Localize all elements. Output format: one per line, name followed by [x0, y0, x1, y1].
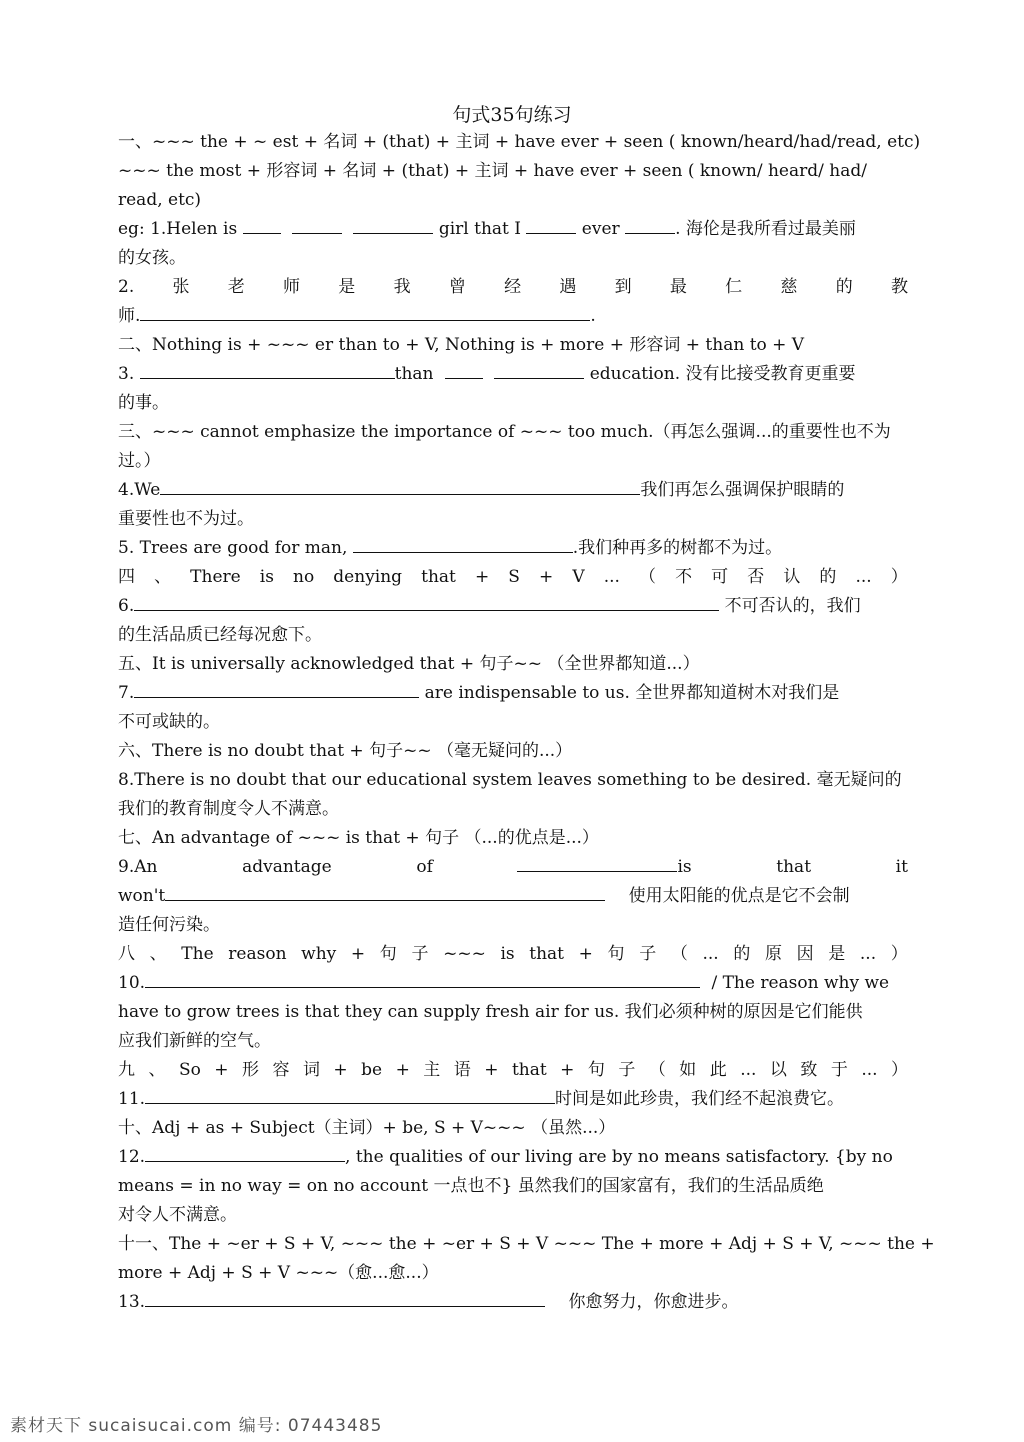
section-11-pattern-cont: more + Adj + S + V ~~~（愈...愈...）: [118, 1263, 439, 1283]
word: 于: [830, 1060, 848, 1080]
answer-blank[interactable]: [526, 216, 576, 234]
text: than: [394, 364, 434, 384]
exercise-12-cont2: 对令人不满意。: [118, 1205, 237, 1225]
section-4-pattern: [118, 563, 908, 592]
text: . 海伦是我所看过最美丽: [675, 219, 856, 239]
text: 你愈努力，你愈进步。: [568, 1292, 739, 1312]
word: it: [895, 857, 908, 877]
word: that: [511, 1060, 547, 1080]
word: 、: [148, 1060, 166, 1080]
word: 此: [709, 1060, 727, 1080]
document-body: [118, 128, 935, 1317]
word: 因: [796, 944, 814, 964]
exercise-7: [118, 679, 908, 708]
word: 原: [764, 944, 782, 964]
word: 可: [711, 567, 729, 587]
text: 12.: [118, 1147, 146, 1167]
word: +: [395, 1060, 410, 1080]
word: ...: [855, 567, 872, 587]
text: 7.: [118, 683, 135, 703]
text: 师.: [118, 306, 141, 326]
word: 曾: [448, 277, 466, 297]
section-3-pattern: 三、~~~ cannot emphasize the importance of ~~~ too much.（再怎么强调...的重要性也不为: [118, 422, 891, 442]
word: 九: [118, 1060, 135, 1080]
word: that: [776, 857, 812, 877]
section-5-pattern: 五、It is universally acknowledged that + 句子~~ （全世界都知道...）: [118, 654, 700, 674]
word: no: [293, 567, 315, 587]
word: 如: [679, 1060, 697, 1080]
word: 经: [504, 277, 522, 297]
word: There: [190, 567, 241, 587]
word: ~~~: [443, 944, 486, 964]
exercise-2-cont: [118, 302, 908, 331]
word: 形: [242, 1060, 260, 1080]
watermark-footer: [0, 1406, 1024, 1442]
answer-blank[interactable]: [140, 361, 395, 379]
word: （: [639, 567, 657, 587]
text: girl that I: [438, 219, 521, 239]
word: +: [578, 944, 593, 964]
answer-blank[interactable]: [145, 1289, 545, 1307]
word: 八: [118, 944, 135, 964]
text: ever: [581, 219, 620, 239]
answer-blank[interactable]: [292, 216, 342, 234]
word: +: [484, 1060, 499, 1080]
word: 的: [819, 567, 837, 587]
word: 句: [379, 944, 397, 964]
answer-blank[interactable]: [145, 970, 700, 988]
word: +: [350, 944, 366, 964]
word: that: [529, 944, 565, 964]
word: 句: [607, 944, 625, 964]
word: is: [500, 944, 515, 964]
word: 子: [411, 944, 429, 964]
word: 不: [675, 567, 693, 587]
exercise-10-cont2: 应我们新鲜的空气。: [118, 1031, 271, 1051]
word: ...: [859, 944, 877, 964]
answer-blank[interactable]: [134, 593, 719, 611]
word: V: [572, 567, 585, 587]
word: 子: [639, 944, 657, 964]
text: are indispensable to us. 全世界都知道树木对我们是: [424, 683, 840, 703]
word: （: [648, 1060, 666, 1080]
answer-blank[interactable]: [353, 216, 433, 234]
text: / The reason why we: [711, 973, 890, 993]
answer-blank[interactable]: [353, 535, 573, 553]
word: 9.An: [118, 857, 158, 877]
exercise-1: [118, 215, 908, 244]
word: 致: [800, 1060, 818, 1080]
word: that: [421, 567, 456, 587]
word: 老: [227, 277, 245, 297]
exercise-8-cont: 我们的教育制度令人不满意。: [118, 799, 339, 819]
section-11-pattern: 十一、The + ~er + S + V, ~~~ the + ~er + S + V ~~~ The + more + Adj + S + V, ~~~ the +: [118, 1234, 935, 1254]
word: 、: [154, 567, 172, 587]
answer-blank[interactable]: [625, 216, 675, 234]
word: denying: [333, 567, 403, 587]
word: ...: [603, 567, 620, 587]
answer-blank[interactable]: [160, 477, 640, 495]
section-8-pattern: [118, 940, 908, 969]
word: is: [677, 857, 692, 877]
word: ...: [702, 944, 719, 964]
answer-blank[interactable]: [134, 680, 419, 698]
word: 主: [423, 1060, 441, 1080]
word: 教: [890, 277, 908, 297]
exercise-4-cont: 重要性也不为过。: [118, 509, 254, 529]
word: be: [361, 1060, 383, 1080]
word: S: [508, 567, 520, 587]
word: 以: [769, 1060, 787, 1080]
word: +: [333, 1060, 348, 1080]
section-1-pattern: 一、~~~ the + ~ est + 名词 + (that) + 主词 + have ever + seen ( known/heard/had/read, etc): [118, 132, 921, 152]
word: +: [560, 1060, 575, 1080]
word: of: [416, 857, 433, 877]
page-title: 句式35句练习: [452, 104, 572, 126]
word: 词: [302, 1060, 320, 1080]
text: .: [590, 306, 596, 326]
word: 是: [828, 944, 846, 964]
word: 最: [669, 277, 687, 297]
word: +: [539, 567, 554, 587]
word: 容: [272, 1060, 290, 1080]
word: 、: [149, 944, 167, 964]
text: 时间是如此珍贵，我们经不起浪费它。: [555, 1089, 845, 1109]
exercise-1-cont: 的女孩。: [118, 248, 186, 268]
word: 的: [835, 277, 853, 297]
answer-blank[interactable]: [517, 854, 677, 872]
word: 语: [453, 1060, 471, 1080]
section-3-pattern-cont: 过。）: [118, 451, 161, 471]
section-10-pattern: 十、Adj + as + Subject（主词）+ be, S + V~~~ （虽然...）: [118, 1118, 616, 1138]
word: The: [181, 944, 214, 964]
exercise-6: [118, 592, 908, 621]
answer-blank[interactable]: [140, 303, 590, 321]
word: 仁: [725, 277, 743, 297]
word: 慈: [780, 277, 798, 297]
exercise-3-cont: 的事。: [118, 393, 169, 413]
text: eg: 1.Helen is: [118, 219, 238, 239]
word: ）: [891, 1060, 908, 1080]
exercise-4: [118, 476, 908, 505]
exercise-8: 8.There is no doubt that our educational system leaves something to be desired. 毫无疑问的: [118, 770, 902, 790]
section-2-pattern: 二、Nothing is + ~~~ er than to + V, Nothing is + more + 形容词 + than to + V: [118, 335, 805, 355]
word: ...: [740, 1060, 757, 1080]
word: 张: [172, 277, 190, 297]
word: 子: [618, 1060, 636, 1080]
word: advantage: [242, 857, 332, 877]
text: 3.: [118, 364, 135, 384]
exercise-9: [118, 853, 908, 882]
section-1-pattern-cont: read, etc): [118, 190, 202, 210]
word: So: [178, 1060, 201, 1080]
word: ）: [890, 567, 908, 587]
word: +: [214, 1060, 229, 1080]
text: 使用太阳能的优点是它不会制: [628, 886, 850, 906]
word: 句: [587, 1060, 605, 1080]
exercise-5: [118, 534, 908, 563]
section-6-pattern: 六、There is no doubt that + 句子~~ （毫无疑问的...）: [118, 741, 573, 761]
text: 10.: [118, 973, 146, 993]
exercise-6-cont: 的生活品质已经每况愈下。: [118, 625, 322, 645]
watermark-text: 素材天下 sucaisucai.com 编号: 07443485: [10, 1416, 383, 1436]
text: 11.: [118, 1089, 146, 1109]
exercise-7-cont: 不可或缺的。: [118, 712, 220, 732]
exercise-10: [118, 969, 908, 998]
exercise-10-cont: have to grow trees is that they can supply fresh air for us. 我们必须种树的原因是它们能供: [118, 1002, 863, 1022]
answer-blank[interactable]: [145, 1086, 555, 1104]
word: 到: [614, 277, 632, 297]
text: 4.We: [118, 480, 161, 500]
text: .我们种再多的树都不为过。: [572, 538, 783, 558]
section-7-pattern: 七、An advantage of ~~~ is that + 句子 （...的优点是...）: [118, 828, 599, 848]
text: 我们再怎么强调保护眼睛的: [640, 480, 845, 500]
exercise-9-cont2: 造任何污染。: [118, 915, 220, 935]
text: 5. Trees are good for man,: [118, 538, 348, 558]
exercise-9-cont: [118, 882, 908, 911]
answer-blank[interactable]: [145, 1144, 345, 1162]
word: （: [670, 944, 688, 964]
exercise-12: [118, 1143, 908, 1172]
word: ...: [861, 1060, 878, 1080]
word: ）: [890, 944, 908, 964]
word: 是: [338, 277, 356, 297]
word: is: [259, 567, 274, 587]
word: reason: [228, 944, 287, 964]
word: 的: [733, 944, 751, 964]
exercise-12-cont: means = in no way = on no account 一点也不} 虽然我们的国家富有，我们的生活品质绝: [118, 1176, 824, 1196]
text: education. 没有比接受教育更重要: [589, 364, 856, 384]
text: 6.: [118, 596, 135, 616]
word: 四: [118, 567, 135, 587]
text: 不可否认的，我们: [724, 596, 861, 616]
word: 我: [393, 277, 411, 297]
exercise-11: [118, 1085, 908, 1114]
word: 遇: [559, 277, 577, 297]
word: +: [474, 567, 490, 587]
text: 13.: [118, 1292, 146, 1312]
text: , the qualities of our living are by no means satisfactory. {by no: [345, 1147, 893, 1167]
section-1-pattern-alt: ~~~ the most + 形容词 + 名词 + (that) + 主词 + have ever + seen ( known/ heard/ had/: [118, 161, 867, 181]
word: 师: [283, 277, 301, 297]
exercise-3: [118, 360, 908, 389]
section-9-pattern: [118, 1056, 908, 1085]
answer-blank[interactable]: [494, 361, 584, 379]
exercise-2: [118, 273, 908, 302]
word: why: [301, 944, 337, 964]
word: 2.: [118, 277, 135, 297]
word: 否: [747, 567, 765, 587]
answer-blank[interactable]: [243, 216, 281, 234]
text: won't: [118, 886, 166, 906]
answer-blank[interactable]: [445, 361, 483, 379]
word: 认: [783, 567, 801, 587]
exercise-13: [118, 1288, 908, 1317]
answer-blank[interactable]: [165, 883, 605, 901]
